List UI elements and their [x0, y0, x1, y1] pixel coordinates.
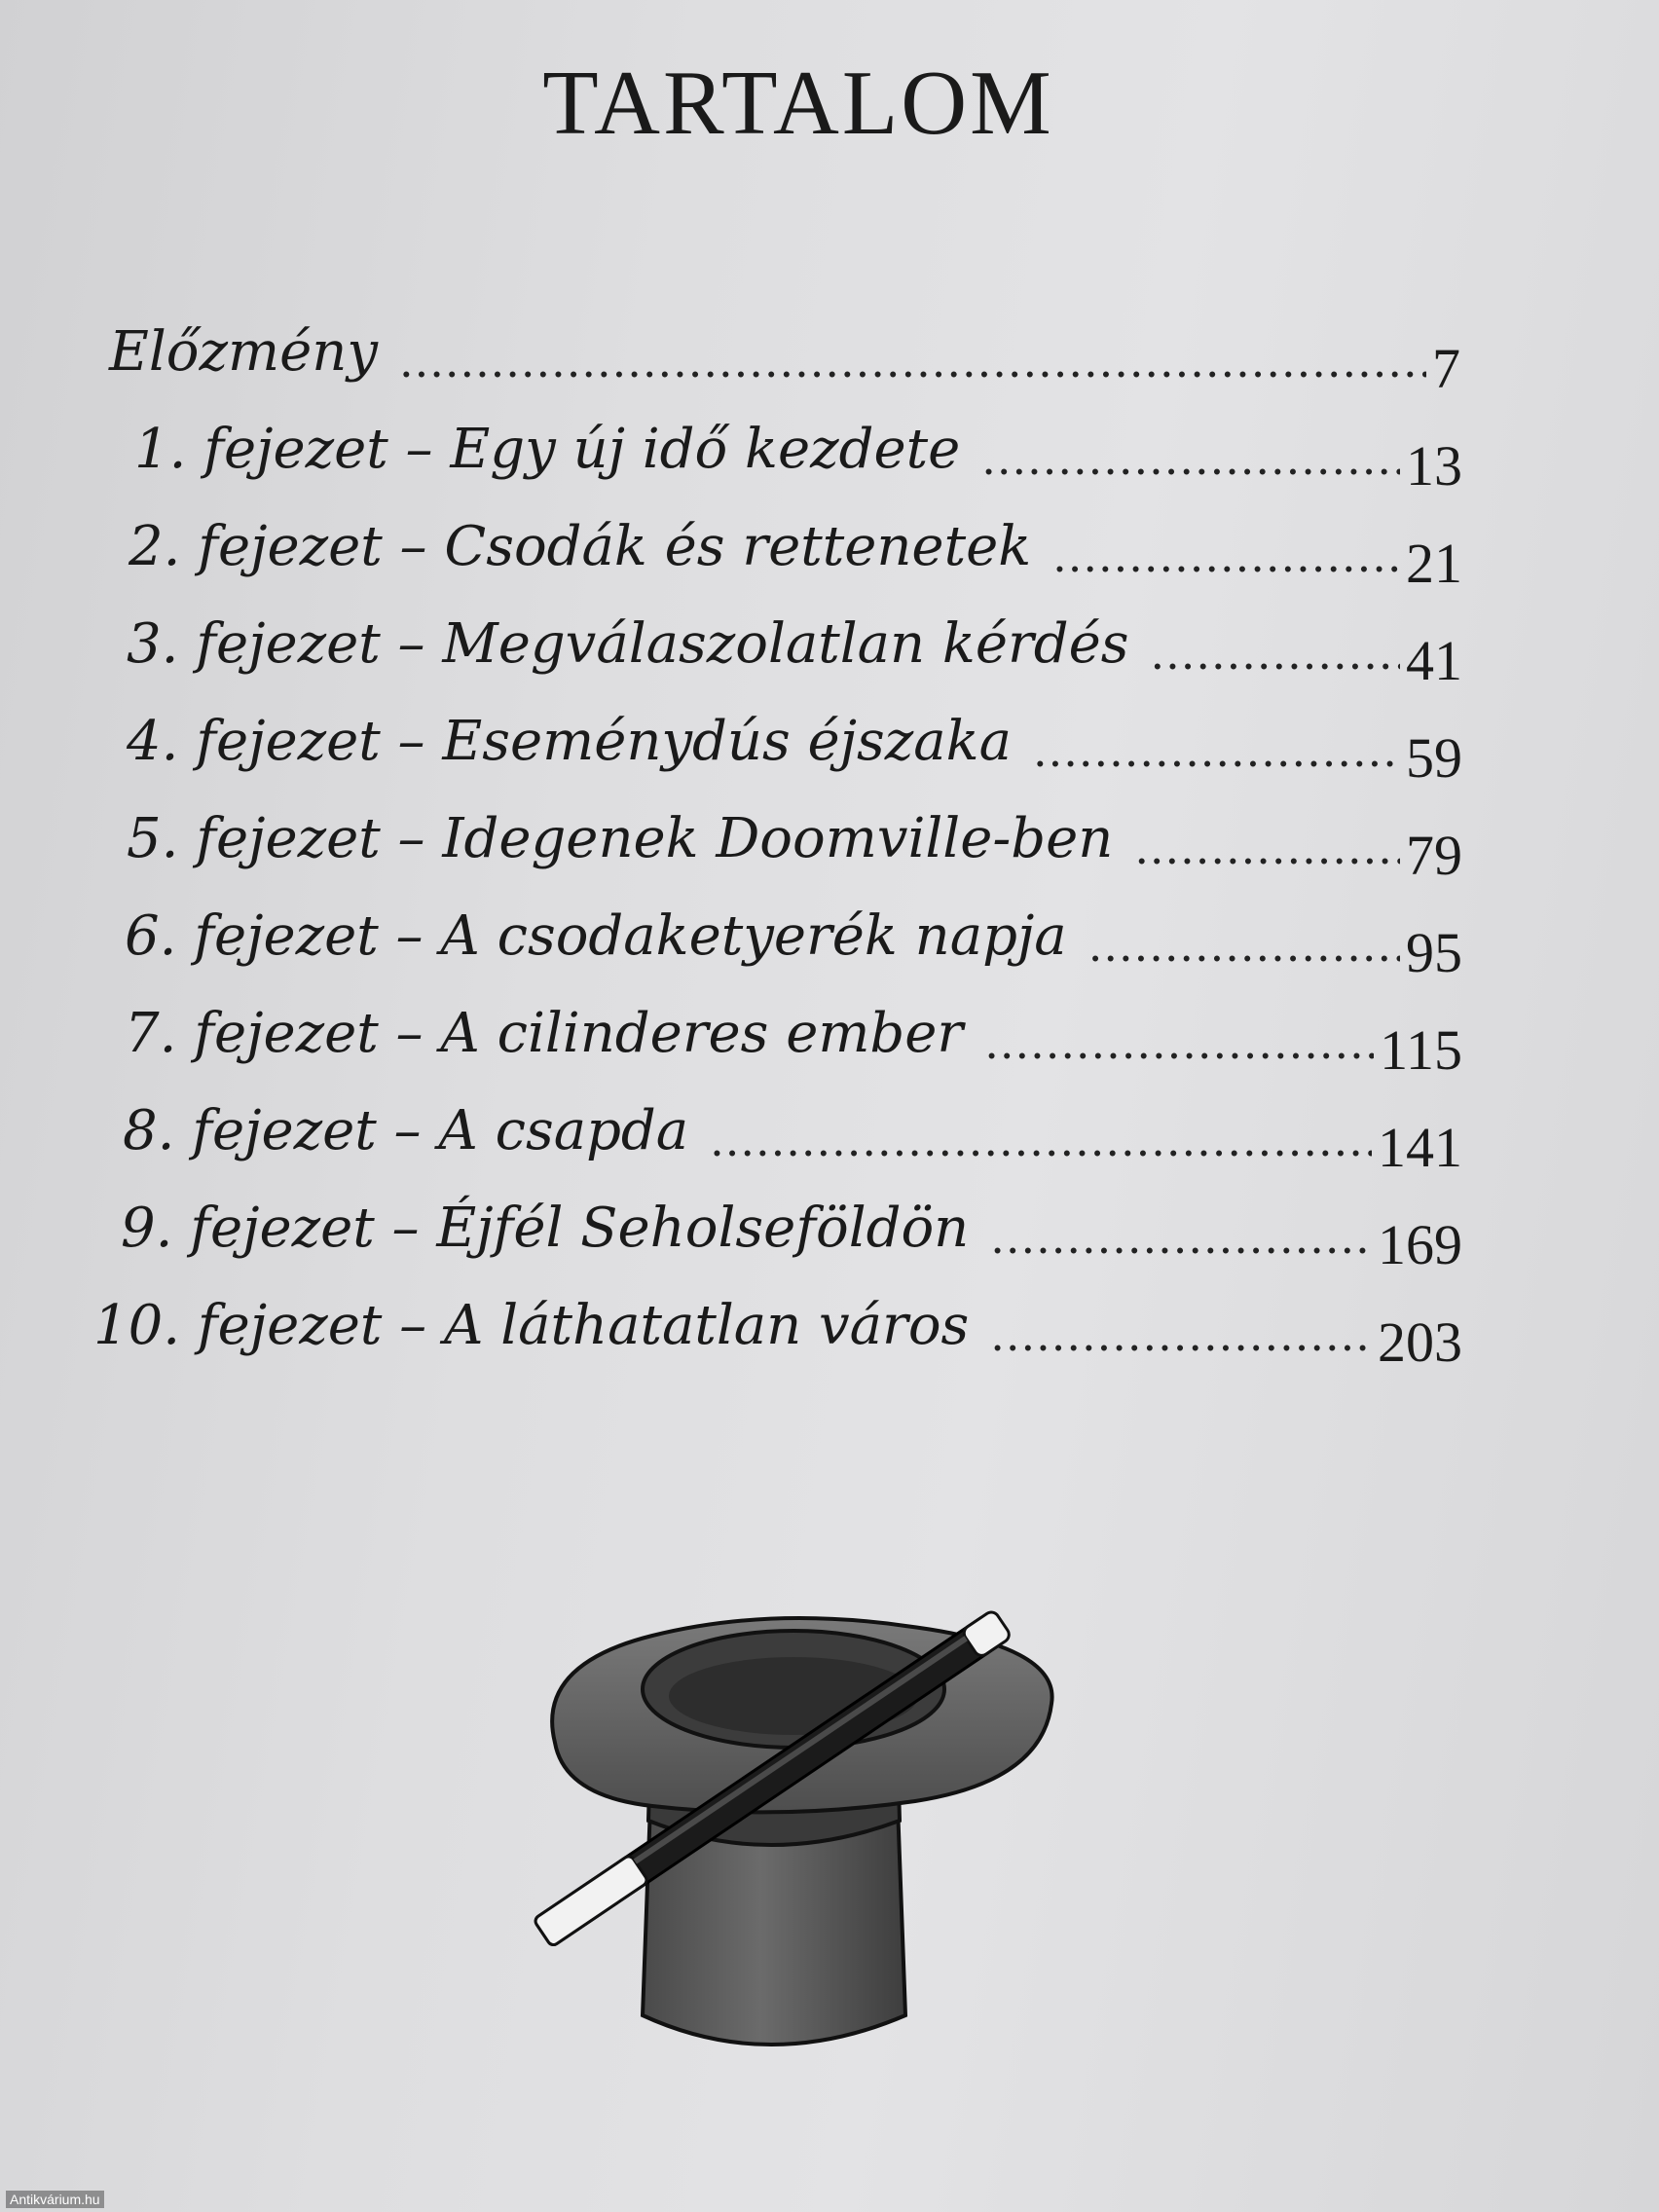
- dot-leader: [1033, 728, 1400, 787]
- toc-entry-chapter-6: [125, 894, 1462, 984]
- toc-entry-label: 2. fejezet – Csodák és rettenetek: [129, 515, 1032, 578]
- toc-entry-label: Előzmény: [109, 320, 378, 384]
- toc-page-number: 7: [1432, 337, 1460, 400]
- toc-entry-label: 4. fejezet – Eseménydús éjszaka: [127, 710, 1012, 773]
- toc-entry-label: 9. fejezet – Éjfél Seholseföldön: [121, 1197, 970, 1260]
- toc-page-number: 21: [1406, 532, 1462, 595]
- top-hat-with-magic-wand-icon: [458, 1558, 1081, 2103]
- dot-leader: [1151, 631, 1401, 689]
- toc-page-number: 79: [1406, 824, 1462, 887]
- toc-entry-label: 8. fejezet – A csapda: [123, 1099, 689, 1162]
- toc-entry-chapter-3: [127, 602, 1462, 692]
- dot-leader: [399, 339, 1426, 397]
- toc-entry-label: 10. fejezet – A láthatatlan város: [93, 1294, 970, 1357]
- dot-leader: [990, 1215, 1372, 1273]
- page-title: TARTALOM: [542, 53, 1054, 154]
- toc-entry-chapter-9: [121, 1186, 1462, 1276]
- watermark: Antikvárium.hu: [6, 2191, 104, 2208]
- toc-page-number: 41: [1406, 629, 1462, 692]
- toc-page-number: 59: [1406, 726, 1462, 790]
- toc-entry-chapter-10: [93, 1283, 1462, 1374]
- dot-leader: [710, 1118, 1372, 1176]
- dot-leader: [1134, 826, 1400, 884]
- toc-page-number: 203: [1378, 1310, 1462, 1374]
- toc-entry-label: 6. fejezet – A csodaketyerék napja: [125, 904, 1067, 968]
- toc-entry-prologue: [109, 310, 1460, 400]
- toc-entry-chapter-7: [125, 991, 1462, 1082]
- dot-leader: [1088, 923, 1400, 981]
- toc-page-number: 115: [1380, 1018, 1462, 1082]
- toc-page-number: 95: [1406, 921, 1462, 984]
- toc-entry-chapter-8: [123, 1088, 1462, 1179]
- toc-page-number: 141: [1378, 1116, 1462, 1179]
- toc-page-number: 169: [1378, 1213, 1462, 1276]
- toc-page-number: 13: [1406, 434, 1462, 498]
- dot-leader: [990, 1312, 1372, 1371]
- toc-entry-chapter-4: [127, 699, 1462, 790]
- dot-leader: [1052, 534, 1400, 592]
- toc-entry-label: 1. fejezet – Egy új idő kezdete: [134, 418, 961, 481]
- toc-entry-chapter-1: [134, 407, 1462, 498]
- toc-entry-label: 7. fejezet – A cilinderes ember: [125, 1002, 964, 1065]
- toc-entry-chapter-5: [127, 796, 1462, 887]
- dot-leader: [984, 1020, 1374, 1079]
- toc-entry-chapter-2: [129, 504, 1462, 595]
- toc-entry-label: 3. fejezet – Megválaszolatlan kérdés: [127, 612, 1129, 676]
- dot-leader: [981, 436, 1400, 495]
- toc-entry-label: 5. fejezet – Idegenek Doomville-ben: [127, 807, 1114, 870]
